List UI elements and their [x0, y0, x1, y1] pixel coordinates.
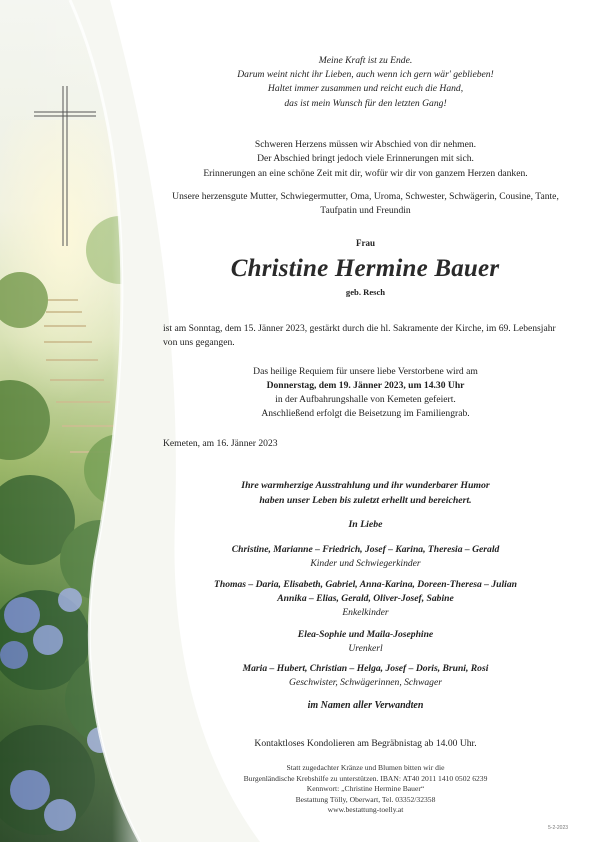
- group-role: Enkelkinder: [342, 606, 389, 618]
- donation-and-undertaker-info: [168, 763, 563, 816]
- fineprint-line: Bestattung Tölly, Oberwart, Tel. 03352/32358: [295, 794, 436, 804]
- closing-line: im Namen aller Verwandten: [307, 700, 424, 711]
- poem-line: Meine Kraft ist zu Ende.: [318, 55, 413, 66]
- document-code: 5-2-2023: [548, 825, 569, 831]
- group-names: Annika – Elias, Gerald, Oliver-Josef, Sabine: [277, 592, 454, 604]
- place-date: Kemeten, am 16. Jänner 2023: [163, 438, 278, 449]
- poem-line: das ist mein Wunsch für den letzten Gang!: [284, 97, 447, 109]
- group-role: Geschwister, Schwägerinnen, Schwager: [289, 676, 442, 688]
- in-liebe: In Liebe: [348, 519, 383, 530]
- poem-line: Darum weint nicht ihr Lieben, auch wenn ich gern wär' geblieben!: [237, 69, 494, 81]
- group-role: Urenkerl: [348, 642, 383, 654]
- requiem-info: [168, 365, 563, 421]
- group-names: Thomas – Daria, Elisabeth, Gabriel, Anna-Karina, Doreen-Theresa – Julian: [214, 579, 517, 590]
- intro-line: Der Abschied bringt jedoch viele Erinnerungen mit sich.: [257, 153, 474, 165]
- fineprint-line: Burgenländische Krebshilfe zu unterstützen. IBAN: AT40 2011 1410 0502 6239: [243, 773, 488, 783]
- cross-icon: [34, 86, 96, 248]
- farewell-intro: [168, 138, 563, 181]
- birth-name: geb. Resch: [345, 287, 386, 297]
- intro-line: Schweren Herzens müssen wir Abschied von dir nehmen.: [254, 139, 477, 150]
- group-names: Maria – Hubert, Christian – Helga, Josef – Doris, Bruni, Rosi: [242, 663, 489, 674]
- intro-line: Erinnerungen an eine schöne Zeit mit dir, wofür wir dir von ganzem Herzen danken.: [203, 167, 528, 179]
- death-notice: ist am Sonntag, dem 15. Jänner 2023, gestärkt durch die hl. Sakramente der Kirche, im 69. Lebensjahr von uns gegangen.: [163, 323, 556, 348]
- fineprint-line: Kennwort: „Christine Hermine Bauer“: [306, 784, 425, 794]
- requiem-line: Anschließend erfolgt die Beisetzung im Familiengrab.: [261, 408, 470, 419]
- memorial-quote: [168, 478, 563, 508]
- requiem-date: Donnerstag, dem 19. Jänner 2023, um 14.30 Uhr: [266, 380, 465, 391]
- requiem-line: in der Aufbahrungshalle von Kemeten gefeiert.: [275, 394, 456, 405]
- family-group-siblings: [168, 662, 563, 690]
- family-group-children: [168, 543, 563, 571]
- title-prefix: Frau: [356, 238, 375, 248]
- condolence-note: Kontaktloses Kondolieren am Begräbnistag ab 14.00 Uhr.: [254, 738, 477, 749]
- group-names: Elea-Sophie und Maila-Josephine: [297, 629, 434, 640]
- poem-line: Haltet immer zusammen und reicht euch die Hand,: [267, 83, 464, 95]
- requiem-line: Das heilige Requiem für unsere liebe Verstorbene wird am: [253, 366, 478, 377]
- quote-line: Ihre warmherzige Ausstrahlung und ihr wunderbarer Humor: [241, 480, 490, 491]
- group-names: Christine, Marianne – Friedrich, Josef – Karina, Theresia – Gerald: [231, 544, 500, 555]
- fineprint-line: Statt zugedachter Kränze und Blumen bitten wir die: [286, 763, 445, 772]
- poem: [168, 54, 563, 111]
- family-group-grandchildren: [168, 578, 563, 619]
- family-group-great-grandchildren: [168, 628, 563, 656]
- deceased-name: Christine Hermine Bauer: [230, 255, 500, 282]
- fineprint-line: www.bestattung-toelly.at: [327, 805, 404, 815]
- group-role: Kinder und Schwiegerkinder: [310, 557, 421, 569]
- quote-line: haben unser Leben bis zuletzt erhellt und bereichert.: [259, 495, 472, 506]
- relations-text: Unsere herzensgute Mutter, Schwiegermutter, Oma, Uroma, Schwester, Schwägerin, Cousine, Tante, Taufpatin und Freundin: [172, 191, 559, 216]
